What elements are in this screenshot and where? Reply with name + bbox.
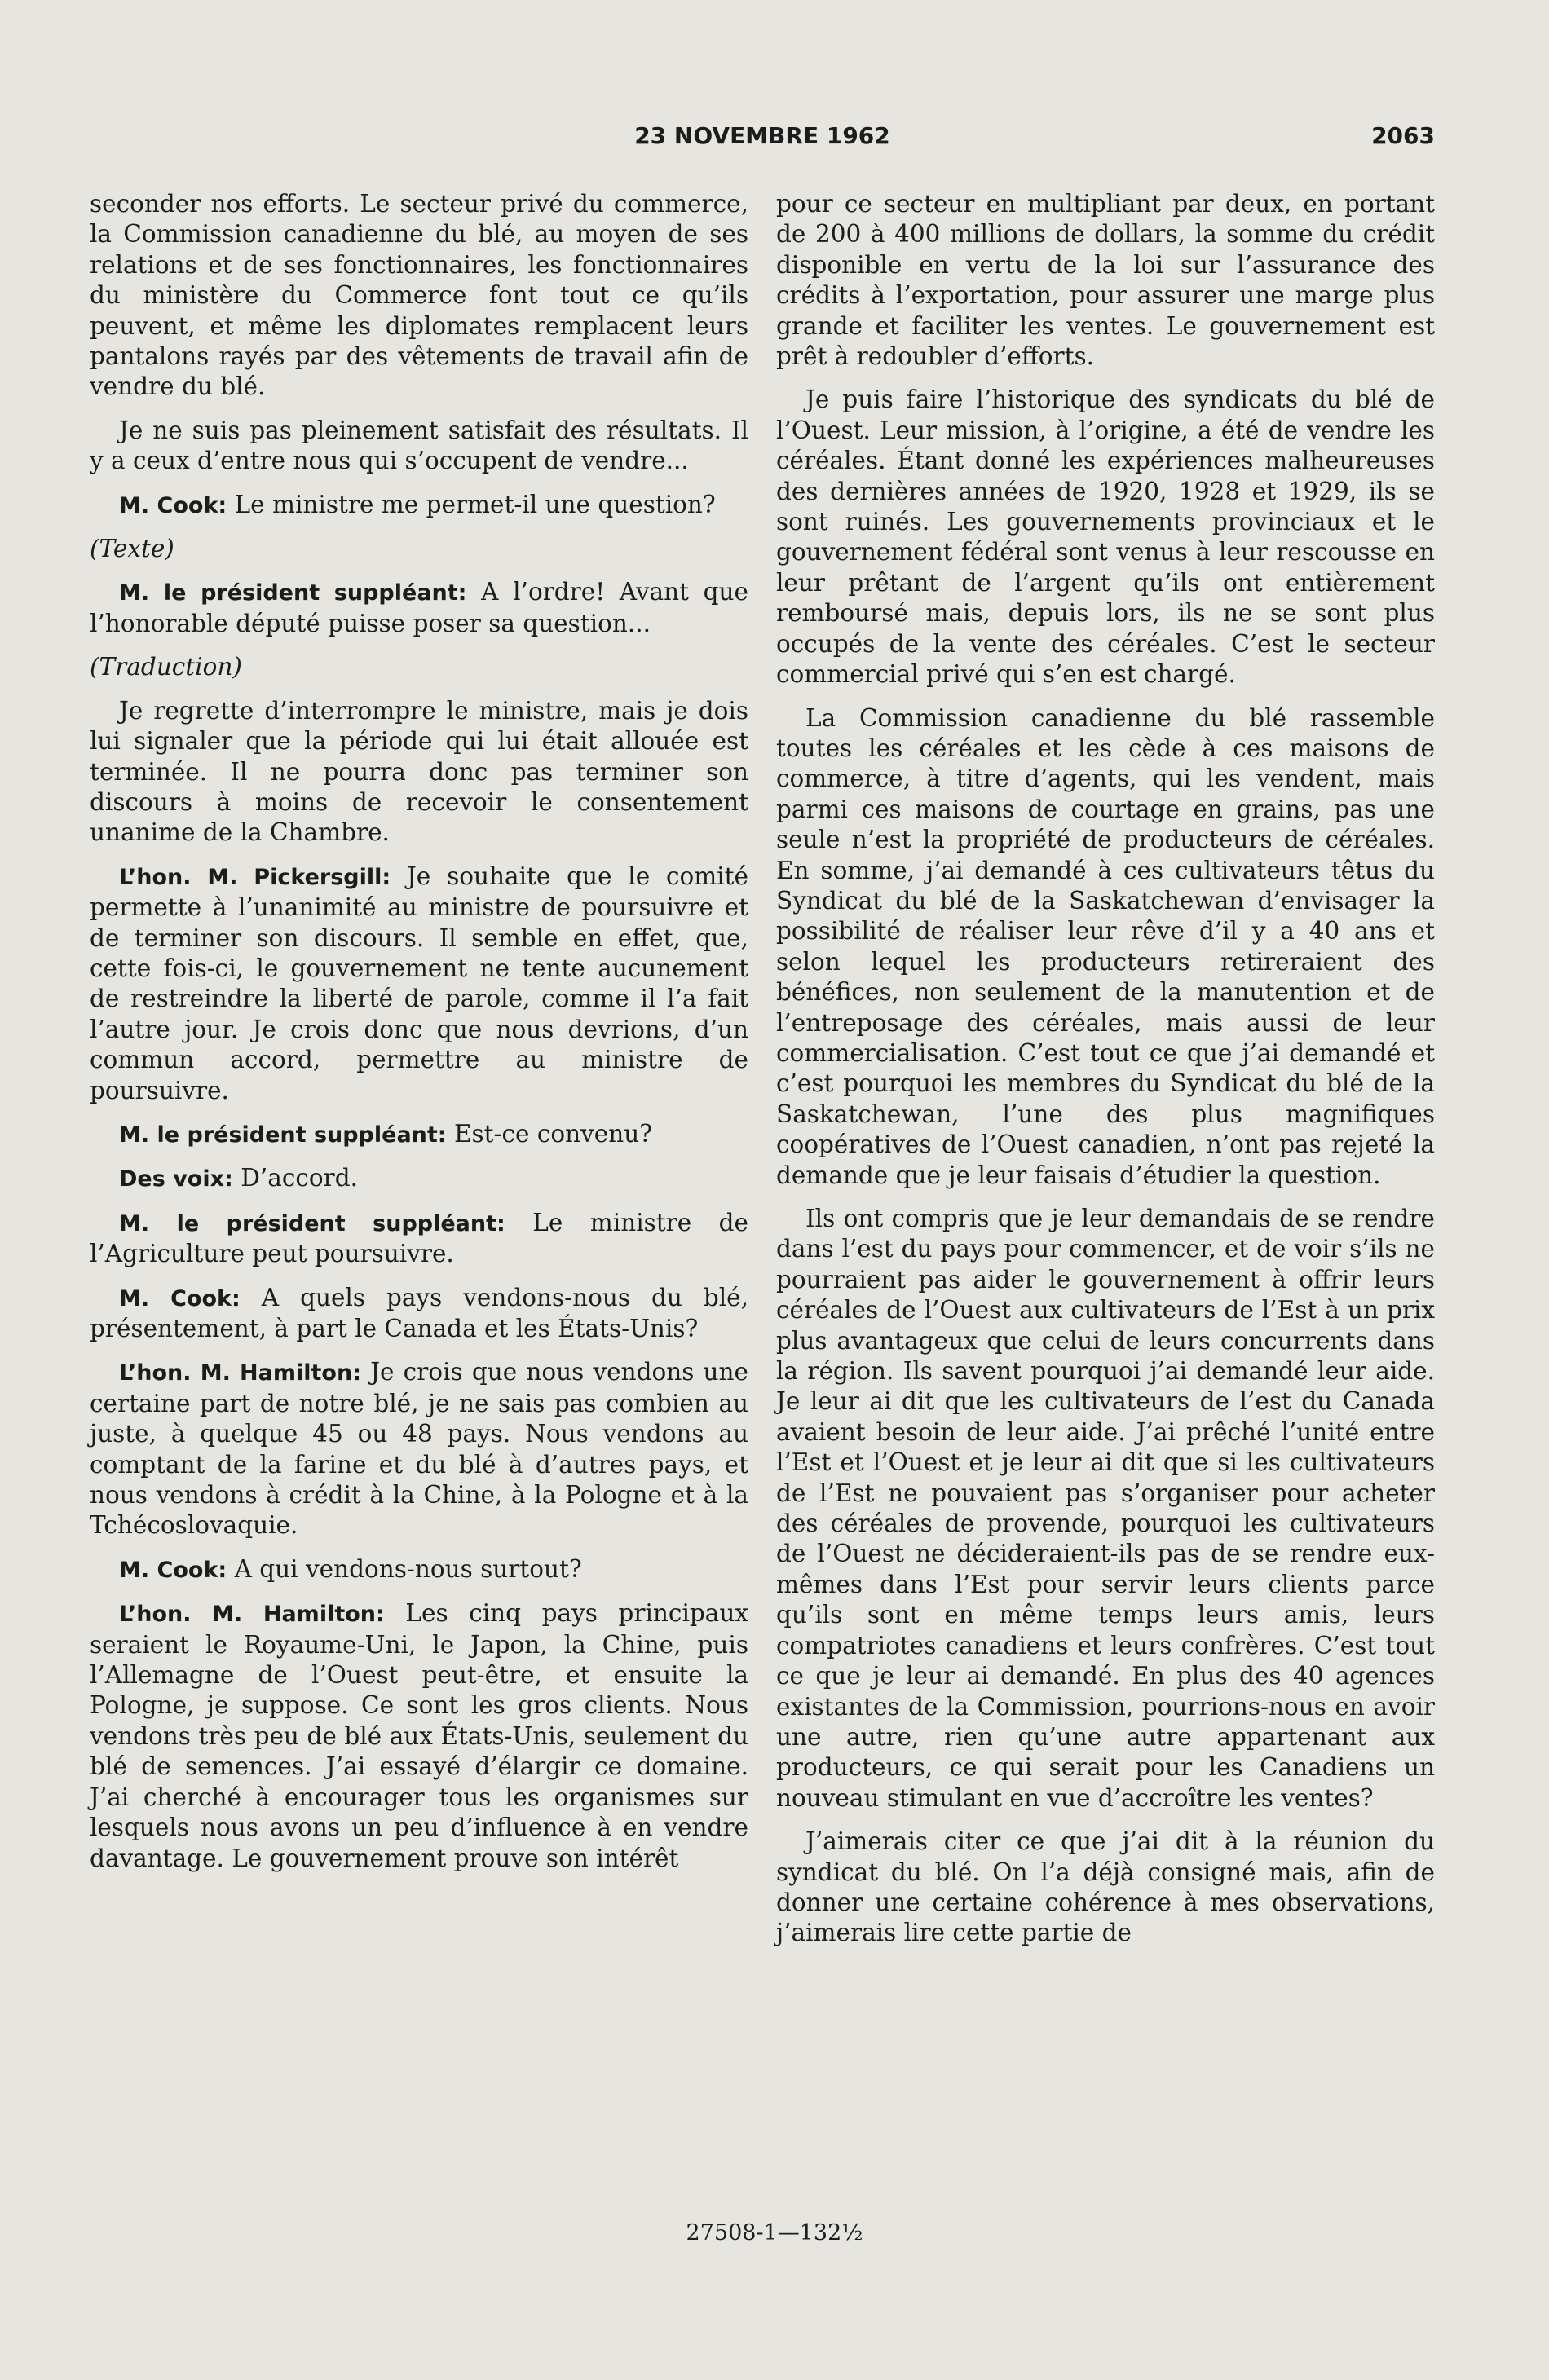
speaker-name: M. le président suppléant: xyxy=(119,1210,505,1236)
paragraph-text: Je regrette d’interrompre le ministre, mais je dois lui signaler que la période qui lui était allouée est terminée. Il ne pourra donc pas terminer son discours à moins de recevoir le consentement unanime de la Chambre. xyxy=(90,696,748,847)
speaker-name: M. Cook: xyxy=(119,1285,241,1311)
right-column xyxy=(776,189,1435,1962)
paragraph-text: A qui vendons-nous surtout? xyxy=(234,1554,582,1583)
paragraph-text: D’accord. xyxy=(241,1164,358,1192)
paragraph xyxy=(776,1204,1435,1814)
paragraph-text: A quels pays vendons-nous du blé, présentement, à part le Canada et les États-Unis? xyxy=(90,1283,748,1342)
paragraph xyxy=(90,416,748,477)
paragraph xyxy=(90,1119,748,1150)
paragraph xyxy=(776,1827,1435,1949)
paragraph-text: J’aimerais citer ce que j’ai dit à la réunion du syndicat du blé. On l’a déjà consigné mais, afin de donner une certaine cohérence à mes observations, j’aimerais lire cette partie de xyxy=(776,1827,1435,1947)
paragraph xyxy=(90,1283,748,1345)
section-heading: (Traduction) xyxy=(90,653,242,681)
paragraph-text: Je souhaite que le comité permette à l’unanimité au ministre de poursuivre et de terminer son discours. Il semble en effet, que, cette fois-ci, le gouvernement ne tente aucunement de restreindre la liberté de parole, comme il l’a fait l’autre jour. Je crois donc que nous devrions, d’un commun accord, permettre au ministre de poursuivre. xyxy=(90,862,748,1104)
paragraph xyxy=(776,189,1435,372)
paragraph xyxy=(776,703,1435,1192)
paragraph xyxy=(90,577,748,639)
paragraph xyxy=(90,1208,748,1270)
paragraph-text: pour ce secteur en multipliant par deux, en portant de 200 à 400 millions de dollars, la somme du crédit disponible en vertu de la loi sur l’assurance des crédits à l’exportation, pour assurer une marge plus grande et faciliter les ventes. Le gouvernement est prêt à redoubler d’efforts. xyxy=(776,190,1435,371)
paragraph-text: A l’ordre! Avant que l’honorable député puisse poser sa question... xyxy=(90,578,748,637)
paragraph-text: Est-ce convenu? xyxy=(454,1119,653,1148)
paragraph-text: Ils ont compris que je leur demandais de se rendre dans l’est du pays pour commencer, et de voir s’ils ne pourraient pas aider le gouvernement à offrir leurs céréales de l’Ouest aux cultivateurs de l’Est à un prix plus avantageux que celui de leurs concurrents dans la région. Ils savent pourquoi j’ai demandé leur aide. Je leur ai dit que les cultivateurs de l’est du Canada avaient besoin de leur aide. J’ai prêché l’unité entre l’Est et l’Ouest et je leur ai dit que si les cultivateurs de l’Est ne pouvaient pas s’organiser pour acheter des céréales de provende, pourquoi les cultivateurs de l’Ouest ne décideraient-ils pas de se rendre eux-mêmes dans l’Est pour servir leurs clients parce qu’ils sont en même temps leurs amis, leurs compatriotes canadiens et leurs confrères. C’est tout ce que je leur ai demandé. En plus des 40 agences existantes de la Commission, pourrions-nous en avoir une autre, rien qu’une autre appartenant aux producteurs, ce qui serait pour les Canadiens un nouveau stimulant en vue d’accroître les ventes? xyxy=(776,1205,1435,1812)
paragraph xyxy=(90,862,748,1106)
page-header xyxy=(90,122,1435,163)
paragraph-text: Le ministre de l’Agriculture peut poursuivre. xyxy=(90,1208,748,1268)
paragraph xyxy=(90,696,748,848)
speaker-name: Des voix: xyxy=(119,1166,233,1192)
paragraph xyxy=(90,1357,748,1540)
paragraph-text: Je crois que nous vendons une certaine part de notre blé, je ne sais pas combien au juste, à quelque 45 ou 48 pays. Nous vendons au comptant de la farine et du blé à d’autres pays, et nous vendons à crédit à la Chine, à la Pologne et à la Tchécoslovaquie. xyxy=(90,1358,748,1540)
paragraph xyxy=(90,189,748,403)
speaker-name: M. le président suppléant: xyxy=(119,580,467,606)
paragraph-text: Le ministre me permet-il une question? xyxy=(234,490,716,518)
speaker-name: M. le président suppléant: xyxy=(119,1122,447,1148)
printer-signature: 27508-1—132½ xyxy=(686,2220,863,2246)
paragraph xyxy=(90,1554,748,1585)
speaker-name: L’hon. M. Hamilton: xyxy=(119,1602,385,1628)
speaker-name: M. Cook: xyxy=(119,1557,227,1583)
paragraph xyxy=(90,1598,748,1874)
paragraph-text: La Commission canadienne du blé rassemble toutes les céréales et les cède à ces maisons de commerce, à titre d’agents, qui les vendent, mais parmi ces maisons de courtage en grains, pas une seule n’est la propriété de producteurs de céréales. En somme, j’ai demandé à ces cultivateurs têtus du Syndicat du blé de la Saskatchewan d’envisager la possibilité de réaliser leur rêve d’il y a 40 ans et selon lequel les producteurs retireraient des bénéfices, non seulement de la manutention et de l’entreposage des céréales, mais aussi de leur commercialisation. C’est tout ce que j’ai demandé et c’est pourquoi les membres du Syndicat du blé de la Saskatchewan, l’une des plus magnifiques coopératives de l’Ouest canadien, n’ont pas rejeté la demande que je leur faisais d’étudier la question. xyxy=(776,703,1435,1189)
header-date: 23 NOVEMBRE 1962 xyxy=(634,122,890,149)
paragraph-text: seconder nos efforts. Le secteur privé du commerce, la Commission canadienne du blé, au moyen de ses relations et de ses fonctionnaires, les fonctionnaires du ministère du Commerce font tout ce qu’ils peuvent, et même les diplomates remplacent leurs pantalons rayés par des vêtements de travail afin de vendre du blé. xyxy=(90,190,748,401)
page-number: 2063 xyxy=(1371,122,1435,149)
speaker-name: L’hon. M. Pickersgill: xyxy=(119,864,391,890)
speaker-name: L’hon. M. Hamilton: xyxy=(119,1360,361,1386)
paragraph-text: Les cinq pays principaux seraient le Royaume-Uni, le Japon, la Chine, puis l’Allemagne de l’Ouest peut-être, et ensuite la Pologne, je suppose. Ce sont les gros clients. Nous vendons très peu de blé aux États-Unis, seulement du blé de semences. J’ai essayé d’élargir ce domaine. J’ai cherché à encourager tous les organismes sur lesquels nous avons un peu d’influence à en vendre davantage. Le gouvernement prouve son intérêt xyxy=(90,1599,748,1872)
paragraph-text: Je puis faire l’historique des syndicats du blé de l’Ouest. Leur mission, à l’origine, a été de vendre les céréales. Étant donné les expériences malheureuses des dernières années de 1920, 1928 et 1929, ils se sont ruinés. Les gouvernements provinciaux et le gouvernement fédéral sont venus à leur rescousse en leur prêtant de l’argent qu’ils ont entièrement remboursé mais, depuis lors, ils ne se sont plus occupés de la vente des céréales. C’est le secteur commercial privé qui s’en est chargé. xyxy=(776,386,1435,689)
paragraph-text: Je ne suis pas pleinement satisfait des résultats. Il y a ceux d’entre nous qui s’occupent de vendre... xyxy=(90,416,748,475)
paragraph xyxy=(90,1163,748,1194)
left-column xyxy=(90,189,748,1887)
speaker-name: M. Cook: xyxy=(119,492,227,518)
paragraph xyxy=(776,385,1435,690)
paragraph xyxy=(90,490,748,521)
section-heading: (Texte) xyxy=(90,535,174,563)
